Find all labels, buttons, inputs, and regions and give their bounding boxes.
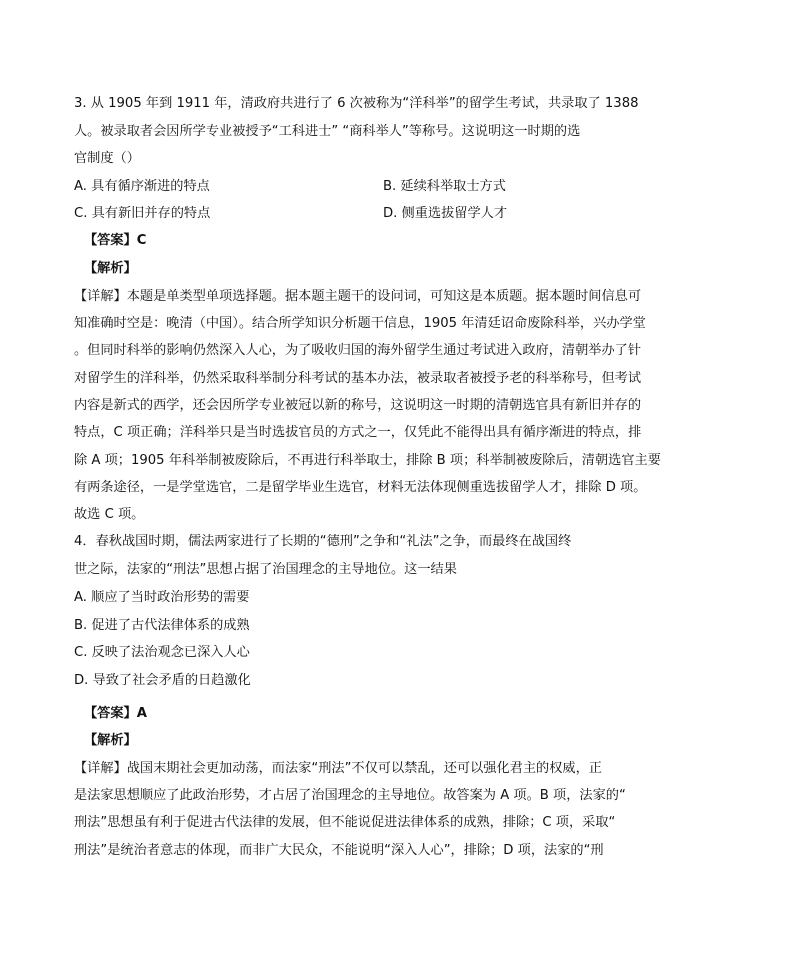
q4-option-a: A. 顺应了当时政治形势的需要 (74, 590, 250, 605)
q4-analysis-label: 【解析】 (84, 733, 137, 748)
q3-answer: 【答案】C (84, 233, 147, 248)
q3-detail-line-8: 有两条途径，一是学堂选官，二是留学毕业生选官，材料无法体现侧重选拔留学人才，排除 D 项。 (74, 480, 647, 495)
q3-option-b: B. 延续科举取士方式 (383, 179, 506, 194)
q4-detail-line-3: 刑法”思想虽有利于促进古代法律的发展，但不能说促进法律体系的成熟，排除；C 项，采取“ (74, 815, 616, 830)
q4-answer: 【答案】A (84, 706, 147, 721)
q4-stem-line-2: 世之际，法家的“刑法”思想占据了治国理念的主导地位。这一结果 (74, 562, 457, 577)
q3-detail-line-7: 除 A 项；1905 年科举制被废除后，不再进行科举取士，排除 B 项；科举制被废除后，清朝选官主要 (74, 453, 661, 468)
q3-detail-line-6: 特点，C 项正确；洋科举只是当时选拔官员的方式之一，仅凭此不能得出具有循序渐进的特点，排 (74, 425, 642, 440)
q3-detail-line-4: 对留学生的洋科举，仍然采取科举制分科考试的基本办法，被录取者被授予老的科举称号，但考试 (74, 371, 642, 386)
q3-detail-line-9: 故选 C 项。 (74, 507, 145, 522)
q3-analysis-label: 【解析】 (84, 261, 137, 276)
q3-option-a: A. 具有循序渐进的特点 (74, 179, 210, 194)
q3-option-c: C. 具有新旧并存的特点 (74, 206, 211, 221)
q3-stem-line-2: 人。被录取者会因所学专业被授予“工科进士” “商科举人”等称号。这说明这一时期的选 (74, 124, 581, 139)
q4-detail-line-4: 刑法”是统治者意志的体现，而非广大民众，不能说明“深入人心”，排除；D 项，法家的“刑 (74, 843, 604, 858)
q4-option-d: D. 导致了社会矛盾的日趋激化 (74, 673, 251, 688)
q3-option-d: D. 侧重选拔留学人才 (383, 206, 508, 221)
q3-detail-line-3: 。但同时科举的影响仍然深入人心，为了吸收归国的海外留学生通过考试进入政府，清朝举办了针 (74, 343, 642, 358)
q4-stem-line-1: 4．春秋战国时期，儒法两家进行了长期的“德刑”之争和“礼法”之争，而最终在战国终 (74, 534, 572, 549)
q4-option-b: B. 促进了古代法律体系的成熟 (74, 618, 250, 633)
q3-detail-line-1: 【详解】本题是单类型单项选择题。据本题主题干的设问词，可知这是本质题。据本题时间信息可 (74, 289, 642, 304)
q3-detail-line-5: 内容是新式的西学，还会因所学专业被冠以新的称号，这说明这一时期的清朝选官具有新旧并存的 (74, 398, 642, 413)
q4-detail-line-2: 是法家思想顺应了此政治形势，才占居了治国理念的主导地位。故答案为 A 项。B 项，法家的“ (74, 788, 626, 803)
q3-stem-line-1: 3. 从 1905 年到 1911 年，清政府共进行了 6 次被称为“洋科举”的留学生考试，共录取了 1388 (74, 96, 639, 111)
q3-stem-line-3: 官制度（） (74, 151, 140, 166)
q4-option-c: C. 反映了法治观念已深入人心 (74, 645, 250, 660)
q4-detail-line-1: 【详解】战国末期社会更加动荡，而法家“刑法”不仅可以禁乱，还可以强化君主的权威，正 (74, 761, 602, 776)
q3-detail-line-2: 知准确时空是：晚清（中国）。结合所学知识分析题干信息，1905 年清廷诏命废除科举，兴办学堂 (74, 316, 646, 331)
